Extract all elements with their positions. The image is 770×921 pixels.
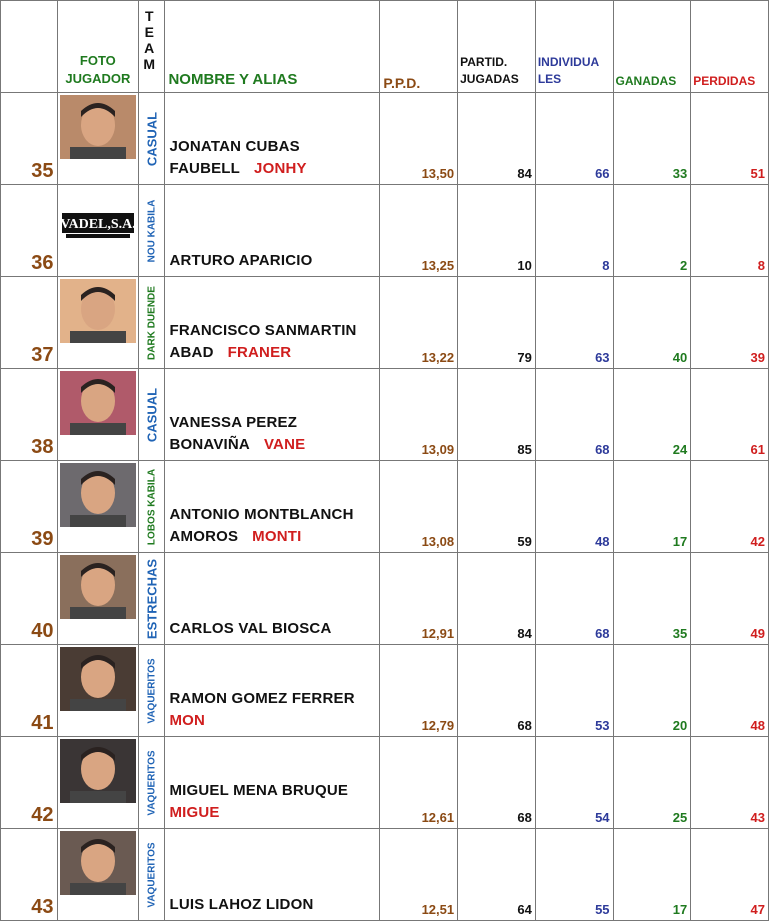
ganadas-cell [613, 369, 691, 461]
header-team [139, 1, 165, 93]
player-alias: MON [169, 712, 206, 729]
individuales-value: 68 [595, 626, 610, 641]
individuales-value: 55 [595, 902, 610, 917]
partidas-value: 79 [517, 350, 532, 365]
perdidas-cell [691, 93, 769, 185]
header-individuales [535, 1, 613, 93]
photo-cell [57, 645, 139, 737]
ganadas-cell [613, 461, 691, 553]
individuales-cell [535, 645, 613, 737]
header-foto-line2: JUGADOR [65, 71, 131, 86]
photo-cell [57, 737, 139, 829]
sponsor-logo [60, 187, 136, 251]
player-name-text: ARTURO APARICIO [169, 252, 313, 269]
partidas-cell [458, 553, 536, 645]
photo-cell [57, 553, 139, 645]
player-name-line1: MIGUEL MENA BRUQUE [169, 782, 349, 799]
player-alias: JONHY [254, 160, 307, 177]
rank-cell [1, 277, 58, 369]
name-cell [165, 461, 380, 553]
player-photo [60, 831, 136, 895]
ppd-cell [380, 737, 458, 829]
ppd-cell [380, 829, 458, 921]
header-team-letter: E [144, 24, 154, 40]
team-cell [139, 737, 165, 829]
team-cell [139, 553, 165, 645]
individuales-cell [535, 553, 613, 645]
ganadas-value: 33 [672, 166, 688, 181]
name-cell [165, 185, 380, 277]
header-name-label: NOMBRE Y ALIAS [168, 71, 298, 88]
header-ganadas-label: GANADAS [615, 74, 677, 88]
team-cell [139, 369, 165, 461]
ganadas-value: 20 [672, 718, 688, 733]
rank-number: 37 [31, 344, 54, 366]
rank-cell [1, 553, 58, 645]
player-name-line2 [169, 342, 377, 364]
player-name-line2 [169, 434, 377, 456]
header-foto-line1: FOTO [79, 53, 116, 68]
player-photo [60, 555, 136, 619]
player-photo [60, 739, 136, 803]
team-label: VAQUERITOS [146, 657, 158, 724]
perdidas-value: 43 [750, 810, 765, 825]
ganadas-cell [613, 829, 691, 921]
ppd-value: 13,22 [421, 350, 455, 365]
perdidas-value: 49 [750, 626, 765, 641]
player-name-line1: JONATAN CUBAS [169, 138, 300, 155]
name-cell [165, 277, 380, 369]
team-label: LOBOS KABILA [146, 468, 158, 545]
team-label: VAQUERITOS [146, 841, 158, 908]
partidas-cell [458, 645, 536, 737]
rank-number: 39 [31, 528, 54, 550]
header-partidas [458, 1, 536, 93]
header-ppd [380, 1, 458, 93]
header-rank [1, 1, 58, 93]
partidas-cell [458, 277, 536, 369]
rank-cell [1, 185, 58, 277]
player-photo [60, 279, 136, 343]
partidas-cell [458, 369, 536, 461]
rank-cell [1, 93, 58, 185]
name-cell [165, 553, 380, 645]
rank-number: 35 [31, 160, 54, 182]
player-name-text: AMOROS [169, 528, 239, 545]
player-name-line1: VANESSA PEREZ [169, 414, 298, 431]
player-name-line1: FRANCISCO SANMARTIN [169, 322, 357, 339]
header-team-letter: T [144, 8, 154, 24]
photo-cell [57, 93, 139, 185]
player-name-line2 [169, 894, 377, 916]
perdidas-value: 61 [750, 442, 765, 457]
ppd-value: 13,08 [421, 534, 455, 549]
header-perdidas [691, 1, 769, 93]
player-name-line2 [169, 802, 377, 824]
team-cell [139, 185, 165, 277]
individuales-value: 68 [595, 442, 610, 457]
perdidas-value: 51 [750, 166, 765, 181]
player-name-line2 [169, 618, 377, 640]
perdidas-cell [691, 829, 769, 921]
team-cell [139, 93, 165, 185]
individuales-value: 54 [595, 810, 610, 825]
player-name-text: LUIS LAHOZ LIDON [169, 896, 314, 913]
perdidas-value: 42 [750, 534, 765, 549]
team-cell [139, 277, 165, 369]
header-row [1, 1, 769, 93]
table-row [1, 93, 769, 185]
perdidas-value: 39 [750, 350, 765, 365]
ppd-value: 12,79 [421, 718, 455, 733]
name-cell [165, 93, 380, 185]
header-perdidas-label: PERDIDAS [693, 74, 756, 88]
partidas-value: 84 [517, 626, 532, 641]
player-photo [60, 95, 136, 159]
header-individuales-line1: INDIVIDUA [537, 55, 600, 69]
player-name-text: FAUBELL [169, 160, 241, 177]
header-foto [57, 1, 139, 93]
player-name-line2 [169, 526, 377, 548]
perdidas-cell [691, 277, 769, 369]
player-alias: MIGUE [169, 804, 220, 821]
ganadas-value: 17 [672, 534, 688, 549]
individuales-value: 8 [602, 258, 610, 273]
photo-cell [57, 461, 139, 553]
ganadas-cell [613, 737, 691, 829]
individuales-value: 66 [595, 166, 610, 181]
player-name-text: CARLOS VAL BIOSCA [169, 620, 332, 637]
rank-number: 40 [31, 620, 54, 642]
individuales-value: 48 [595, 534, 610, 549]
partidas-value: 84 [517, 166, 532, 181]
ganadas-value: 35 [672, 626, 688, 641]
ganadas-cell [613, 645, 691, 737]
team-label: ESTRECHAS [144, 558, 160, 639]
partidas-cell [458, 737, 536, 829]
ppd-cell [380, 369, 458, 461]
ppd-value: 12,51 [421, 902, 455, 917]
rank-number: 41 [31, 712, 54, 734]
name-cell [165, 737, 380, 829]
player-name-line1: RAMON GOMEZ FERRER [169, 690, 355, 707]
rank-number: 42 [31, 804, 54, 826]
perdidas-cell [691, 737, 769, 829]
ppd-cell [380, 645, 458, 737]
perdidas-value: 48 [750, 718, 765, 733]
ppd-value: 13,50 [421, 166, 455, 181]
player-photo [60, 647, 136, 711]
ganadas-value: 17 [672, 902, 688, 917]
table-row [1, 185, 769, 277]
header-ganadas [613, 1, 691, 93]
header-partidas-line1: PARTID. [460, 55, 508, 69]
partidas-cell [458, 461, 536, 553]
ppd-cell [380, 461, 458, 553]
photo-cell [57, 185, 139, 277]
header-team-letter: A [144, 40, 155, 56]
player-name-text: ABAD [169, 344, 214, 361]
individuales-value: 53 [595, 718, 610, 733]
individuales-cell [535, 185, 613, 277]
rank-cell [1, 829, 58, 921]
individuales-cell [535, 93, 613, 185]
ganadas-value: 2 [680, 258, 688, 273]
player-name-line1: ANTONIO MONTBLANCH [169, 506, 354, 523]
individuales-value: 63 [595, 350, 610, 365]
perdidas-value: 8 [757, 258, 765, 273]
name-cell [165, 369, 380, 461]
player-alias: MONTI [252, 528, 302, 545]
ppd-value: 12,61 [421, 810, 455, 825]
partidas-value: 68 [517, 810, 532, 825]
header-ppd-label: P.P.D. [383, 75, 421, 91]
individuales-cell [535, 829, 613, 921]
table-row [1, 277, 769, 369]
partidas-value: 64 [517, 902, 532, 917]
team-label: CASUAL [144, 387, 160, 442]
partidas-cell [458, 185, 536, 277]
ganadas-cell [613, 553, 691, 645]
perdidas-cell [691, 369, 769, 461]
team-cell [139, 461, 165, 553]
individuales-cell [535, 277, 613, 369]
ppd-cell [380, 553, 458, 645]
ppd-value: 13,09 [421, 442, 455, 457]
photo-cell [57, 829, 139, 921]
ppd-value: 13,25 [421, 258, 455, 273]
player-alias: FRANER [227, 344, 292, 361]
ganadas-value: 24 [672, 442, 688, 457]
player-name-text: BONAVIÑA [169, 436, 250, 453]
perdidas-cell [691, 185, 769, 277]
rank-cell [1, 461, 58, 553]
name-cell [165, 829, 380, 921]
team-label: DARK DUENDE [146, 285, 158, 360]
individuales-cell [535, 461, 613, 553]
partidas-value: 68 [517, 718, 532, 733]
table-row [1, 461, 769, 553]
ganadas-cell [613, 93, 691, 185]
header-name [165, 1, 380, 93]
player-name-line2 [169, 158, 377, 180]
team-label: VAQUERITOS [146, 749, 158, 816]
partidas-value: 59 [517, 534, 532, 549]
rank-cell [1, 737, 58, 829]
player-photo [60, 463, 136, 527]
perdidas-cell [691, 645, 769, 737]
ppd-cell [380, 185, 458, 277]
ppd-value: 12,91 [421, 626, 455, 641]
partidas-cell [458, 829, 536, 921]
rank-number: 38 [31, 436, 54, 458]
perdidas-cell [691, 461, 769, 553]
header-team-letter: M [143, 56, 156, 72]
rank-cell [1, 645, 58, 737]
table-row [1, 369, 769, 461]
ganadas-cell [613, 185, 691, 277]
photo-cell [57, 369, 139, 461]
team-cell [139, 829, 165, 921]
header-partidas-line2: JUGADAS [460, 72, 519, 86]
name-cell [165, 645, 380, 737]
player-alias: VANE [263, 436, 306, 453]
rank-number: 43 [31, 896, 54, 918]
team-label: CASUAL [144, 111, 160, 166]
svg-text:VADEL,S.A.: VADEL,S.A. [59, 217, 136, 232]
photo-cell [57, 277, 139, 369]
header-individuales-line2: LES [537, 72, 562, 86]
ganadas-value: 25 [672, 810, 688, 825]
partidas-cell [458, 93, 536, 185]
ganadas-cell [613, 277, 691, 369]
partidas-value: 10 [517, 258, 532, 273]
partidas-value: 85 [517, 442, 532, 457]
team-cell [139, 645, 165, 737]
ganadas-value: 40 [672, 350, 688, 365]
ppd-cell [380, 277, 458, 369]
table-row [1, 829, 769, 921]
rank-cell [1, 369, 58, 461]
table-row [1, 553, 769, 645]
player-name-line2 [169, 250, 377, 272]
rank-number: 36 [31, 252, 54, 274]
table-row [1, 645, 769, 737]
player-name-line2 [169, 710, 377, 732]
perdidas-cell [691, 553, 769, 645]
perdidas-value: 47 [750, 902, 765, 917]
player-photo [60, 371, 136, 435]
individuales-cell [535, 737, 613, 829]
individuales-cell [535, 369, 613, 461]
team-label: NOU KABILA [146, 199, 158, 262]
table-row [1, 737, 769, 829]
ppd-cell [380, 93, 458, 185]
